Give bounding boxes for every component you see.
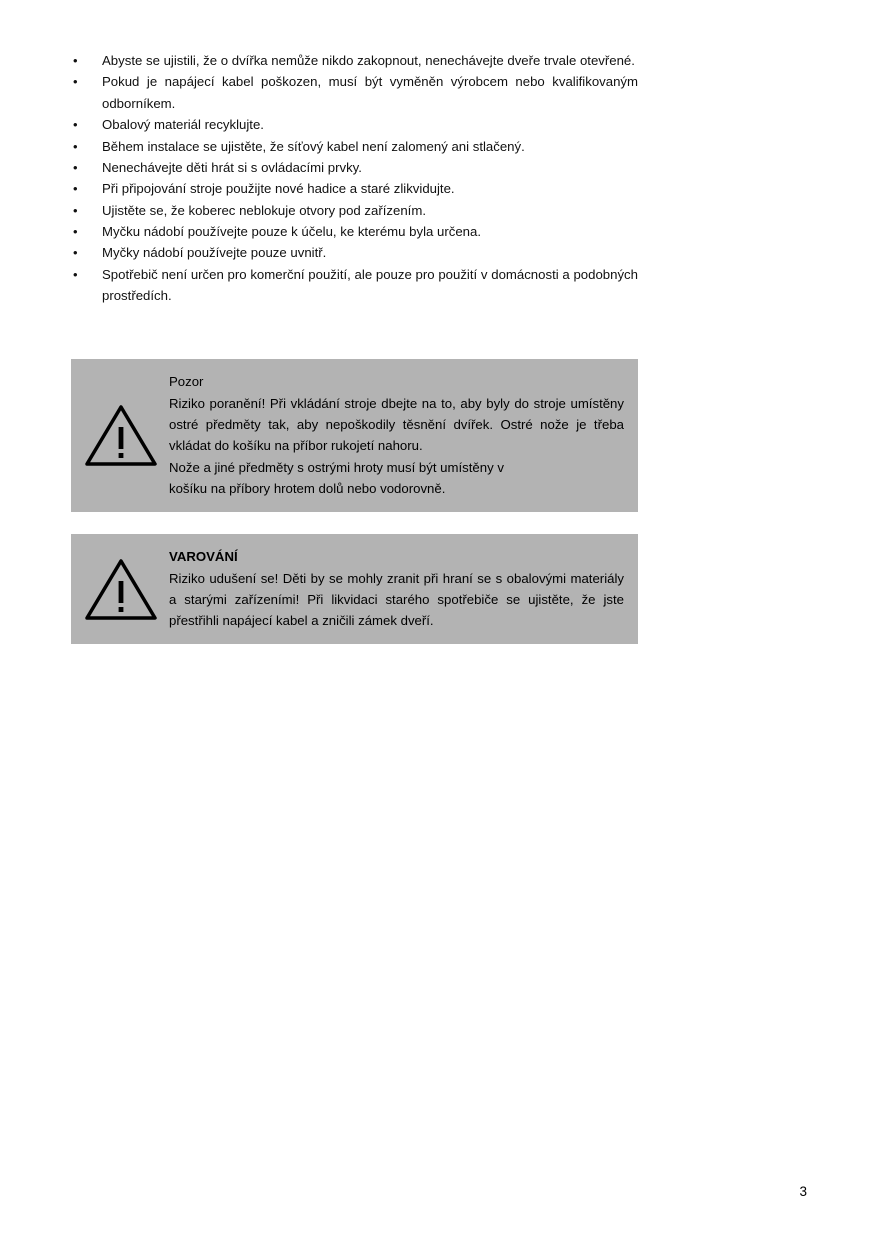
warning-triangle-icon xyxy=(85,557,157,621)
notice-title: VAROVÁNÍ xyxy=(169,548,238,564)
notice-paragraph: Riziko udušení se! Děti by se mohly zranit při hraní se s obalovými materiály a starými zařízeními! Při likvidaci starého spotřebiče se ujistěte, že jste přestřihli napájecí kabel a zničili zámek dveří. xyxy=(169,570,624,629)
list-item xyxy=(71,71,638,114)
list-item xyxy=(71,50,638,71)
list-item-text: Obalový materiál recyklujte. xyxy=(102,117,264,133)
bullet-dot: • xyxy=(73,245,78,261)
bullet-dot: • xyxy=(73,117,78,133)
list-item-text: Myčky nádobí používejte pouze uvnitř. xyxy=(102,245,327,261)
list-item xyxy=(71,178,638,199)
notice-caution xyxy=(71,359,638,512)
bullet-dot: • xyxy=(73,159,78,175)
safety-bullet-list xyxy=(71,50,638,307)
list-item xyxy=(71,200,638,221)
list-item xyxy=(71,221,638,242)
page-number: 3 xyxy=(799,1184,807,1199)
list-item-text: Myčku nádobí používejte pouze k účelu, ke kterému byla určena. xyxy=(102,224,481,239)
bullet-dot: • xyxy=(73,138,78,154)
list-item-text: Pokud je napájecí kabel poškozen, musí být vyměněn výrobcem nebo kvalifikovaným odborníkem. xyxy=(102,74,638,111)
warning-triangle-icon xyxy=(85,403,157,467)
list-item xyxy=(71,114,638,135)
bullet-dot: • xyxy=(73,74,78,90)
bullet-dot: • xyxy=(73,266,78,282)
page-content xyxy=(71,50,638,644)
notice-paragraph: Nože a jiné předměty s ostrými hroty musí být umístěny v xyxy=(169,459,504,475)
bullet-dot: • xyxy=(73,202,78,218)
bullet-dot: • xyxy=(73,181,78,197)
notice-paragraph: košíku na příbory hrotem dolů nebo vodorovně. xyxy=(169,481,446,497)
list-item-text: Abyste se ujistili, že o dvířka nemůže nikdo zakopnout, nenechávejte dveře trvale otevřené. xyxy=(102,53,635,68)
list-item-text: Nenechávejte děti hrát si s ovládacími prvky. xyxy=(102,159,362,175)
bullet-dot: • xyxy=(73,53,78,68)
list-item-text: Během instalace se ujistěte, že síťový kabel není zalomený ani stlačený. xyxy=(102,138,525,154)
list-item-text: Ujistěte se, že koberec neblokuje otvory pod zařízením. xyxy=(102,202,426,218)
notice-paragraph: Riziko poranění! Při vkládání stroje dbejte na to, aby byly do stroje umístěny ostré předměty tak, aby nepoškodily těsnění dvířek. Ostré nože je třeba vkládat do košíku na příbor rukojetí nahoru. xyxy=(169,395,624,454)
list-item-text: Spotřebič není určen pro komerční použití, ale pouze pro použití v domácnosti a podobných prostředích. xyxy=(102,266,638,304)
list-item-text: Při připojování stroje použijte nové hadice a staré zlikvidujte. xyxy=(102,181,455,197)
notice-body xyxy=(169,393,624,500)
notice-body xyxy=(169,568,624,632)
bullet-dot: • xyxy=(73,224,78,239)
list-item xyxy=(71,136,638,157)
notice-title: Pozor xyxy=(169,373,204,389)
list-item xyxy=(71,157,638,178)
list-item xyxy=(71,264,638,307)
list-item xyxy=(71,242,638,263)
notice-warning xyxy=(71,534,638,644)
